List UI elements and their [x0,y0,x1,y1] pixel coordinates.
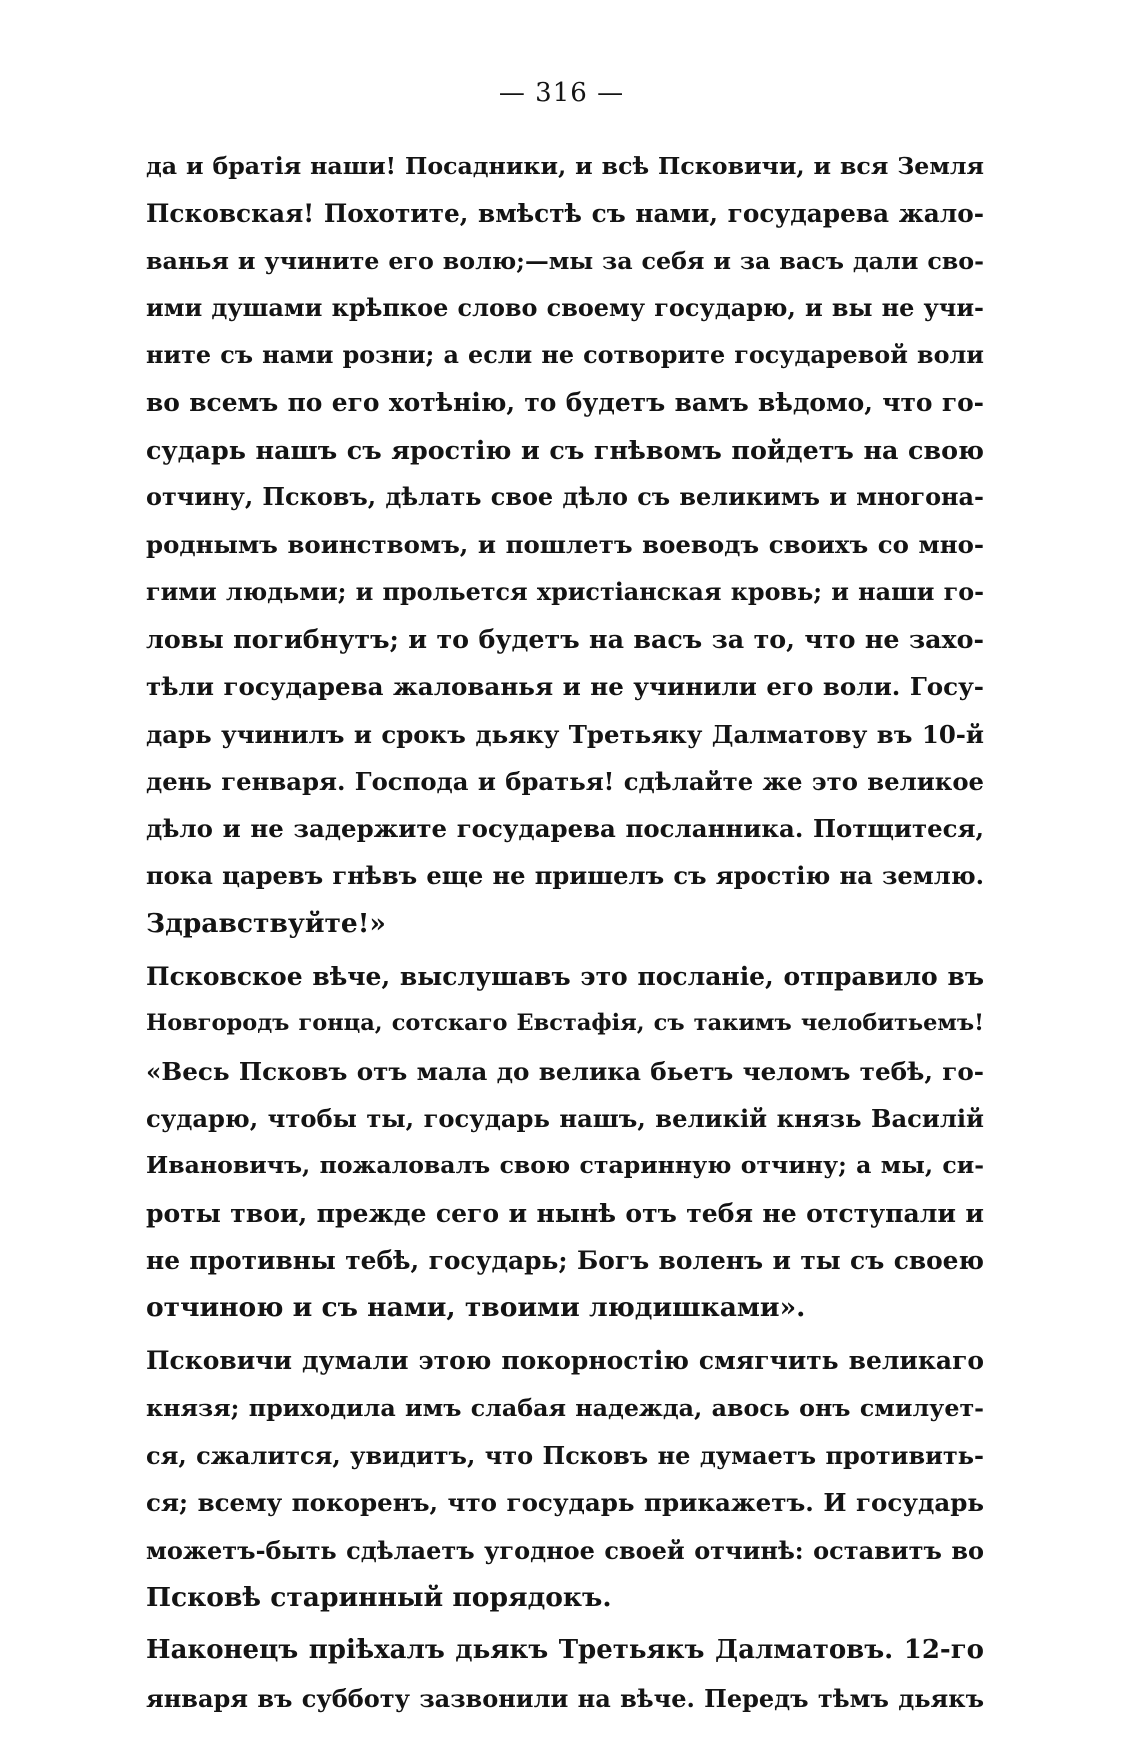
text-line: не противны тебѣ, государь; Богъ воленъ и ты съ своею [146,1245,984,1275]
text-line: пока царевъ гнѣвъ еще не пришелъ съ яростію на землю. [146,861,984,891]
text-line: «Весь Псковъ отъ мала до велика бьетъ челомъ тебѣ, го- [146,1056,984,1086]
body-text [146,143,984,1722]
text-line: ните съ нами розни; а если не сотворите государевой воли [146,341,984,370]
text-line: роднымъ воинствомъ, и пошлетъ воеводъ своихъ со мно- [146,530,984,560]
text-line: Здравствуйте!» [146,907,386,939]
text-line: Наконецъ пріѣхалъ дьякъ Третьякъ Далматовъ. 12-го [146,1635,984,1666]
text-line: во всемъ по его хотѣнію, то будетъ вамъ вѣдомо, что го- [146,388,984,418]
page-number: — 316 — [498,78,625,108]
text-line: ся, сжалится, увидитъ, что Псковъ не думаетъ противить- [146,1441,984,1471]
text-line: Ивановичъ, пожаловалъ свою старинную отчину; а мы, си- [146,1151,984,1180]
text-line: князя; приходила имъ слабая надежда, авось онъ смилует- [146,1393,984,1422]
text-line: можетъ-быть сдѣлаетъ угодное своей отчинѣ: оставитъ во [146,1535,984,1565]
text-line: ловы погибнутъ; и то будетъ на васъ за то, что не захо- [146,623,984,654]
text-line: гими людьми; и прольется христіанская кровь; и наши го- [146,577,984,606]
text-line: Псковская! Похотите, вмѣстѣ съ нами, государева жало- [146,199,984,229]
text-line: отчину, Псковъ, дѣлать свое дѣло съ великимъ и многона- [146,483,984,512]
text-line: роты твои, прежде сего и нынѣ отъ тебя не отступали и [146,1197,984,1228]
text-line: Новгородъ гонца, сотскаго Евстафія, съ такимъ челобитьемъ! [146,1010,984,1037]
text-line: дѣло и не задержите государева посланника. Потщитеся, [146,814,984,844]
text-line: дарь учинилъ и срокъ дьяку Третьяку Далматову въ 10-й [146,719,984,749]
text-line: ся; всему покоренъ, что государь прикажетъ. И государь [146,1488,984,1518]
text-line: сударь нашъ съ яростію и съ гнѣвомъ пойдетъ на свою [146,434,984,465]
text-line: да и братія наши! Посадники, и всѣ Псковичи, и вся Земля [146,152,984,180]
text-line: сударю, чтобы ты, государь нашъ, великій князь Василій [146,1103,984,1133]
text-line: ванья и учините его волю;—мы за себя и за васъ дали сво- [146,246,984,275]
text-line: Псковѣ старинный порядокъ. [146,1581,612,1613]
text-line: ими душами крѣпкое слово своему государю, и вы не учи- [146,293,984,322]
text-line: отчиною и съ нами, твоими людишками». [146,1292,806,1324]
text-line: тѣли государева жалованья и не учинили его воли. Госу- [146,672,984,702]
text-line: Псковское вѣче, выслушавъ это посланіе, отправило въ [146,962,984,992]
text-line: января въ субботу зазвонили на вѣче. Передъ тѣмъ дьякъ [146,1683,984,1713]
text-line: день генваря. Господа и братья! сдѣлайте же это великое [146,766,984,796]
text-line: Псковичи думали этою покорностію смягчить великаго [146,1346,984,1376]
